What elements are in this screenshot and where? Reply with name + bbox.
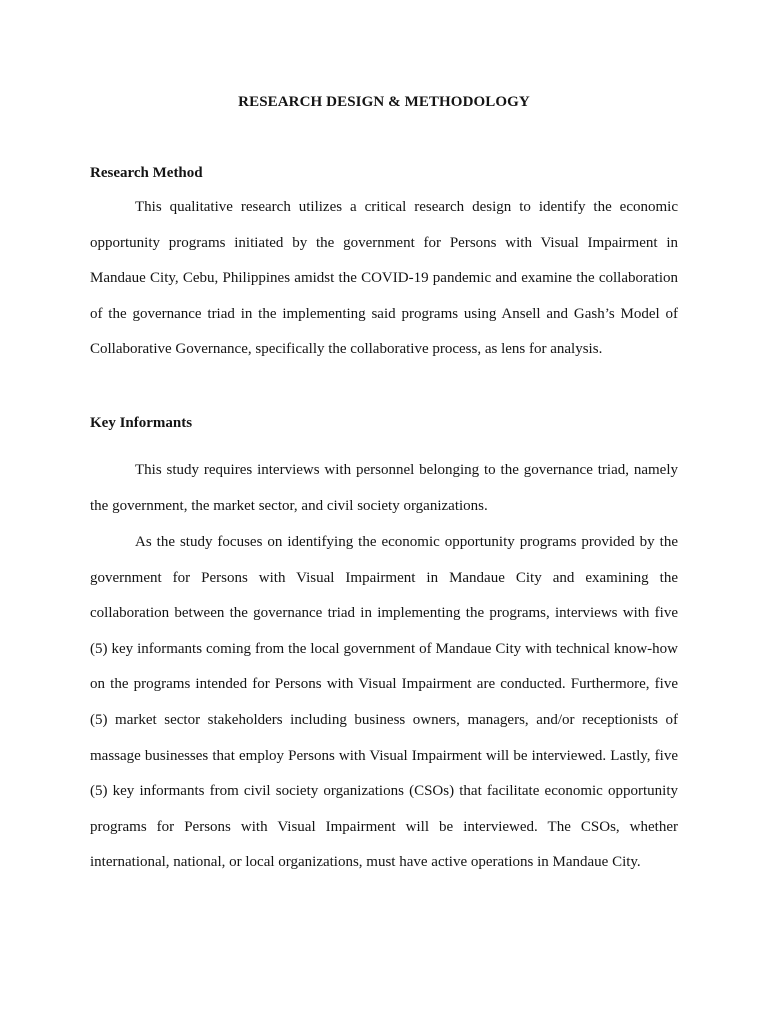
- paragraph-research-method: This qualitative research utilizes a critical research design to identify the economic opportunity programs initiated by the government for Persons with Visual Impairment in Mandaue City, Cebu, Philippines amidst the COVID-19 pandemic and examine the collaboration of the governance triad in the implementing said programs using Ansell and Gash’s Model of Collaborative Governance, specifically the collaborative process, as lens for analysis.: [90, 199, 678, 358]
- paragraph-key-informants-intro: This study requires interviews with personnel belonging to the governance triad, namely the government, the market sector, and civil society organizations.: [90, 462, 678, 514]
- section-heading-research-method: Research Method: [90, 165, 203, 181]
- section-heading-key-informants: Key Informants: [90, 415, 193, 431]
- page-title: RESEARCH DESIGN & METHODOLOGY: [238, 94, 530, 110]
- paragraph-key-informants-details: As the study focuses on identifying the economic opportunity programs provided by the government for Persons with Visual Impairment in Mandaue City and examining the collaboration between the governance triad in implementing the programs, interviews with five (5) key informants coming from the local government of Mandaue City with technical know-how on the programs intended for Persons with Visual Impairment are conducted. Furthermore, five (5) market sector stakeholders including business owners, managers, and/or receptionists of massage businesses that employ Persons with Visual Impairment will be interviewed. Lastly, five (5) key informants from civil society organizations (CSOs) that facilitate economic opportunity programs for Persons with Visual Impairment will be interviewed. The CSOs, whether international, national, or local organizations, must have active operations in Mandaue City.: [90, 534, 678, 871]
